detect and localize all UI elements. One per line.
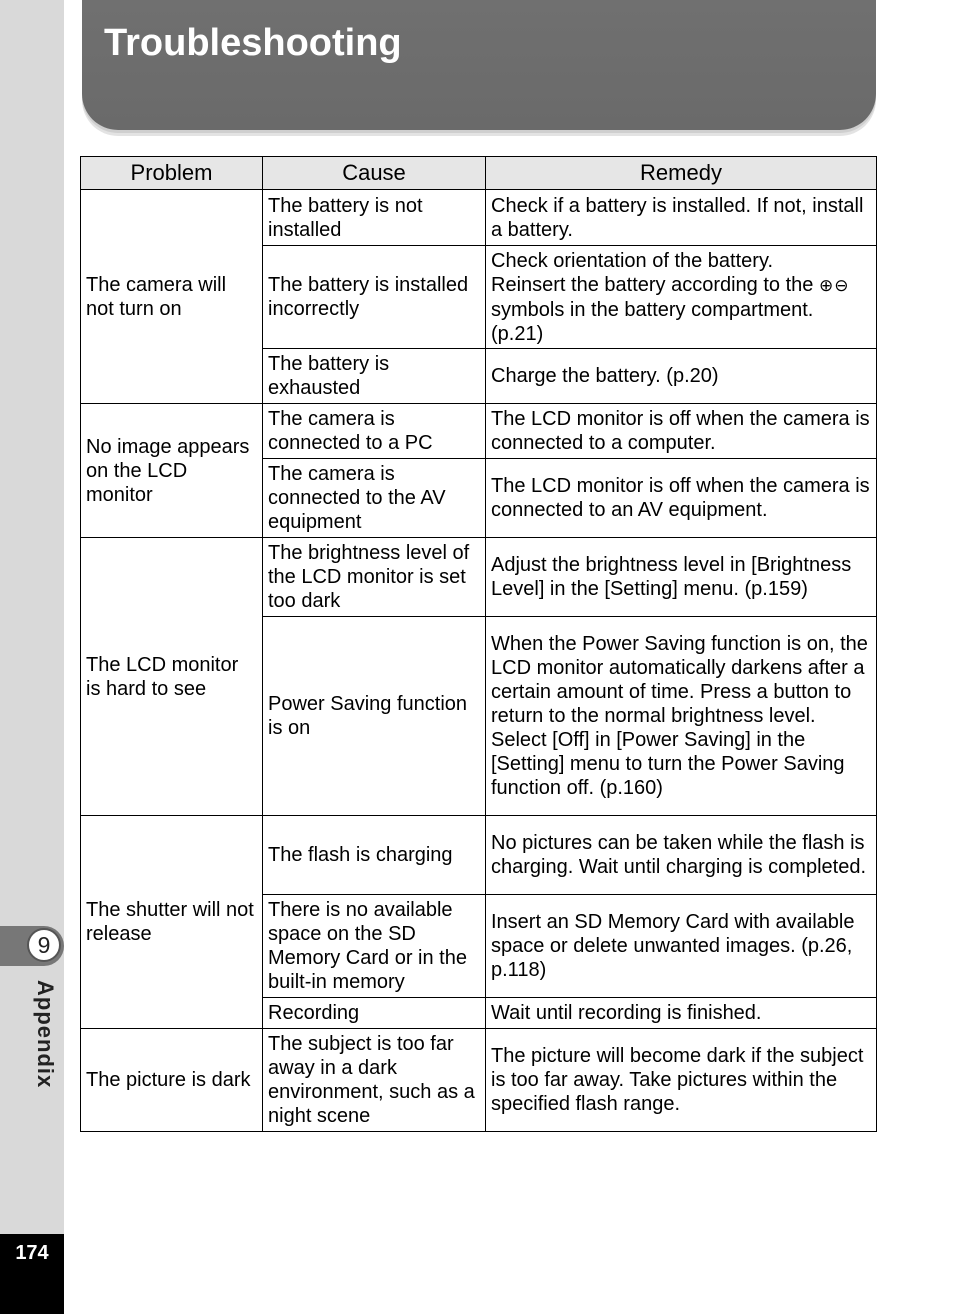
problem-cell: No image appears on the LCD monitor: [81, 404, 263, 538]
remedy-cell: Wait until recording is finished.: [486, 998, 877, 1029]
problem-cell: The LCD monitor is hard to see: [81, 538, 263, 816]
side-strip: [0, 0, 64, 1314]
troubleshooting-table: [80, 156, 877, 1132]
cause-cell: There is no available space on the SD Memory Card or in the built-in memory: [263, 895, 486, 998]
cause-cell: The battery is installed incorrectly: [263, 246, 486, 349]
remedy-text-before: Check orientation of the battery. Reinsert the battery according to the: [491, 249, 814, 296]
plus-minus-icon: ⊕⊖: [818, 275, 850, 295]
cause-cell: The battery is not installed: [263, 190, 486, 246]
cause-cell: The battery is exhausted: [263, 349, 486, 404]
header-remedy: Remedy: [486, 157, 877, 190]
table-row: [81, 816, 877, 895]
remedy-cell: [486, 246, 877, 349]
problem-cell: The picture is dark: [81, 1029, 263, 1132]
remedy-cell: The LCD monitor is off when the camera is connected to an AV equipment.: [486, 459, 877, 538]
table-row: [81, 1029, 877, 1132]
cause-cell: The subject is too far away in a dark environment, such as a night scene: [263, 1029, 486, 1132]
page-title: Troubleshooting: [104, 22, 402, 64]
table-row: [81, 190, 877, 246]
remedy-cell: Check if a battery is installed. If not, install a battery.: [486, 190, 877, 246]
title-banner: [82, 0, 876, 130]
problem-cell: The camera will not turn on: [81, 190, 263, 404]
cause-cell: Recording: [263, 998, 486, 1029]
cause-cell: The camera is connected to the AV equipment: [263, 459, 486, 538]
page-number: 174: [15, 1242, 49, 1264]
remedy-cell: No pictures can be taken while the flash is charging. Wait until charging is completed.: [486, 816, 877, 895]
header-problem: Problem: [81, 157, 263, 190]
chapter-label: Appendix: [33, 980, 58, 1089]
remedy-cell: Adjust the brightness level in [Brightness Level] in the [Setting] menu. (p.159): [486, 538, 877, 617]
table-header-row: [81, 157, 877, 190]
cause-cell: The camera is connected to a PC: [263, 404, 486, 459]
remedy-text-after: symbols in the battery compartment. (p.21): [491, 298, 814, 345]
table-row: [81, 538, 877, 617]
cause-cell: The brightness level of the LCD monitor is set too dark: [263, 538, 486, 617]
cause-cell: Power Saving function is on: [263, 617, 486, 816]
remedy-cell: The LCD monitor is off when the camera is connected to a computer.: [486, 404, 877, 459]
problem-cell: The shutter will not release: [81, 816, 263, 1029]
header-cause: Cause: [263, 157, 486, 190]
remedy-cell: Insert an SD Memory Card with available space or delete unwanted images. (p.26, p.118): [486, 895, 877, 998]
remedy-cell: The picture will become dark if the subject is too far away. Take pictures within the specified flash range.: [486, 1029, 877, 1132]
chapter-number-badge: 9: [27, 928, 61, 962]
remedy-cell: When the Power Saving function is on, the LCD monitor automatically darkens after a certain amount of time. Press a button to return to the normal brightness level. Select [Off] in [Power Saving] in the [Setting] menu to turn the Power Saving function off. (p.160): [486, 617, 877, 816]
table-row: [81, 404, 877, 459]
cause-cell: The flash is charging: [263, 816, 486, 895]
remedy-cell: Charge the battery. (p.20): [486, 349, 877, 404]
